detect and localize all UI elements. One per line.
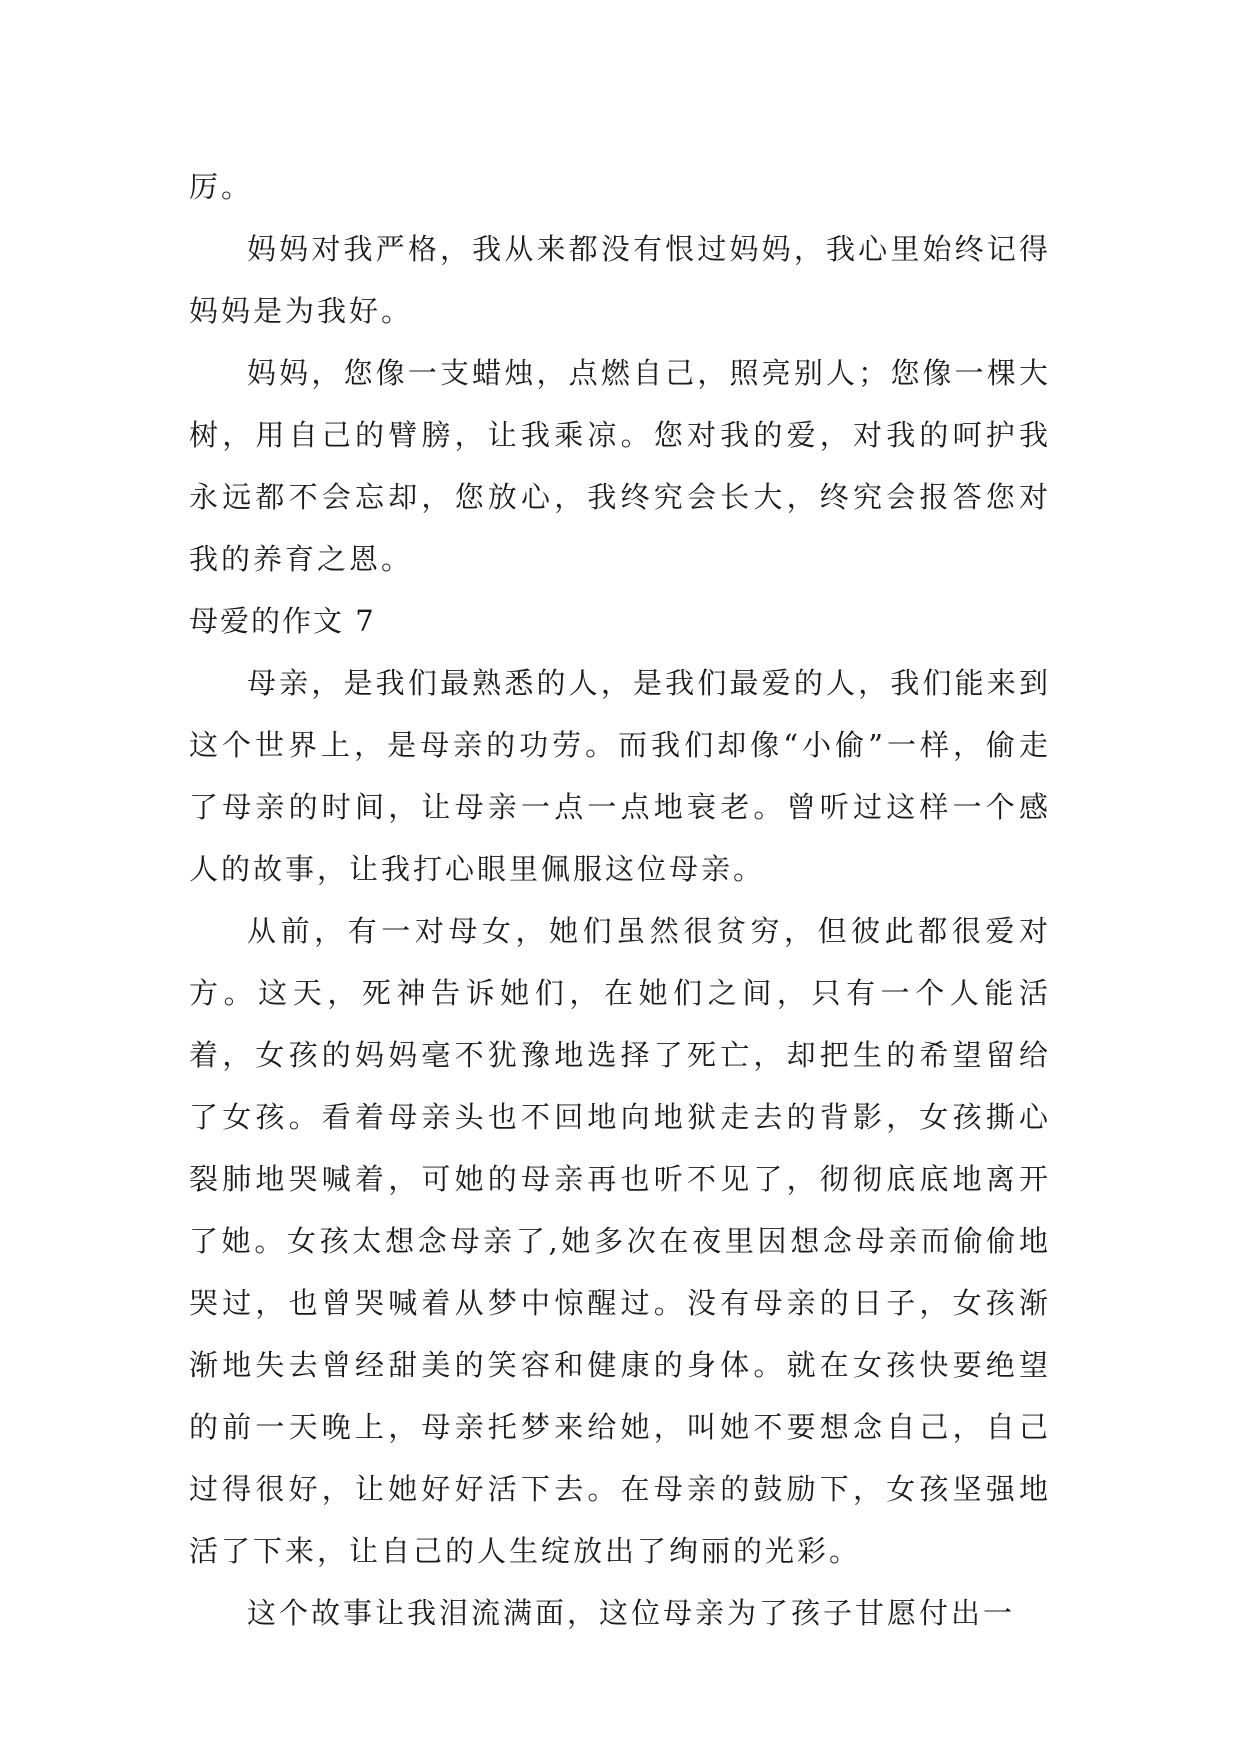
paragraph: 母亲，是我们最熟悉的人，是我们最爱的人，我们能来到这个世界上，是母亲的功劳。而我们却像“小偷”一样，偷走了母亲的时间，让母亲一点一点地衰老。曾听过这样一个感人的故事，让我打心眼里佩服这位母亲。 bbox=[189, 666, 1051, 886]
document-body bbox=[189, 156, 1051, 1644]
paragraph: 厉。 bbox=[189, 170, 254, 204]
paragraph: 妈妈对我严格，我从来都没有恨过妈妈，我心里始终记得妈妈是为我好。 bbox=[189, 232, 1051, 328]
section-heading: 母爱的作文 7 bbox=[189, 604, 376, 638]
paragraph: 这个故事让我泪流满面，这位母亲为了孩子甘愿付出一 bbox=[247, 1596, 1016, 1630]
paragraph: 妈妈，您像一支蜡烛，点燃自己，照亮别人；您像一棵大树，用自己的臂膀，让我乘凉。您对我的爱，对我的呵护我永远都不会忘却，您放心，我终究会长大，终究会报答您对我的养育之恩。 bbox=[189, 356, 1051, 576]
paragraph: 从前，有一对母女，她们虽然很贫穷，但彼此都很爱对方。这天，死神告诉她们，在她们之间，只有一个人能活着，女孩的妈妈毫不犹豫地选择了死亡，却把生的希望留给了女孩。看着母亲头也不回地向地狱走去的背影，女孩撕心裂肺地哭喊着，可她的母亲再也听不见了，彻彻底底地离开了她。女孩太想念母亲了,她多次在夜里因想念母亲而偷偷地哭过，也曾哭喊着从梦中惊醒过。没有母亲的日子，女孩渐渐地失去曾经甜美的笑容和健康的身体。就在女孩快要绝望的前一天晚上，母亲托梦来给她，叫她不要想念自己，自己过得很好，让她好好活下去。在母亲的鼓励下，女孩坚强地活了下来，让自己的人生绽放出了绚丽的光彩。 bbox=[189, 914, 1051, 1568]
